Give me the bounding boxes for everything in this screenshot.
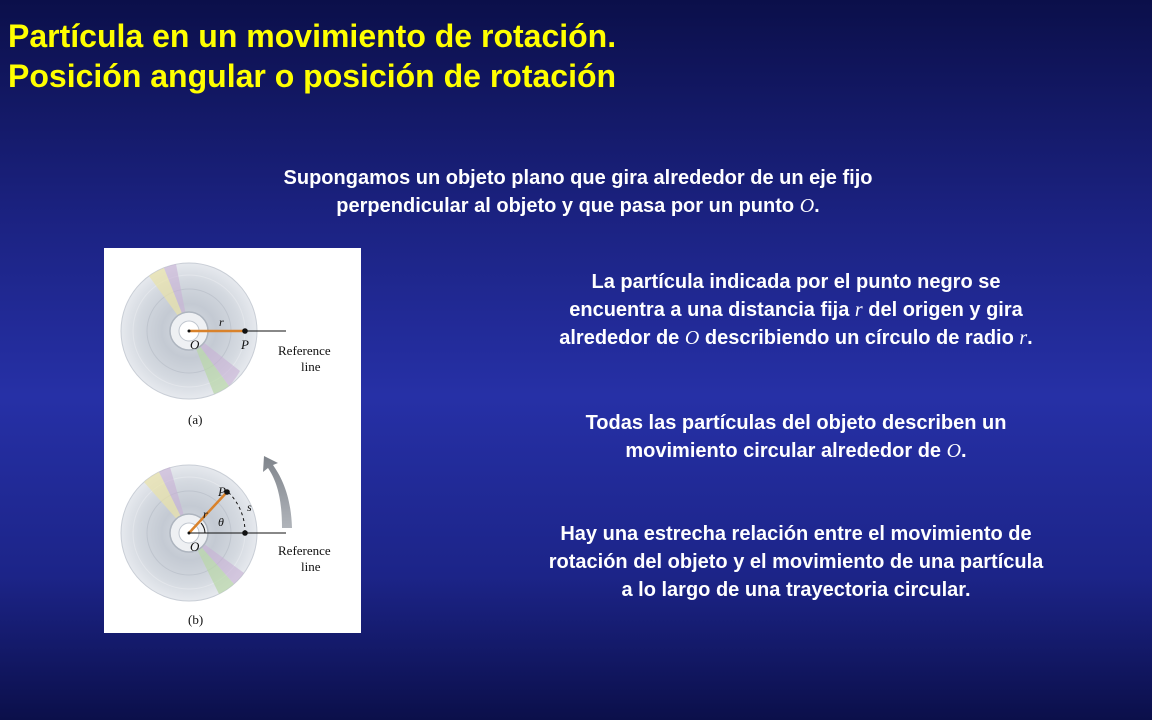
all-particles-line-2: movimiento circular alrededor de O.: [625, 440, 967, 462]
intro-line-2: perpendicular al objeto y que pasa por un punto O.: [336, 195, 820, 217]
relation-line-2: rotación del objeto y el movimiento de una partícula: [548, 551, 1044, 573]
caption-a: (a): [188, 412, 203, 427]
particle-line-3: alrededor de O describiendo un círculo de radio r.: [559, 327, 1033, 349]
particle-line-1: La partícula indicada por el punto negro se: [591, 271, 1001, 293]
particle-point-a: [242, 328, 248, 334]
all-particles-line-1: Todas las partículas del objeto describen un: [585, 412, 1007, 434]
rotation-arrow: [263, 456, 292, 528]
relation-paragraph: [486, 520, 1106, 604]
label-P-b: P: [218, 484, 226, 499]
symbol-O: O: [684, 327, 700, 349]
label-r-b: r: [203, 507, 208, 521]
origin-point-a: [188, 330, 191, 333]
symbol-r: r: [854, 299, 863, 321]
title-line-1: Partícula en un movimiento de rotación.: [8, 18, 617, 54]
panel-a: [121, 263, 331, 427]
title-line-2: Posición angular o posición de rotación: [8, 58, 617, 94]
label-O-b: O: [190, 539, 200, 554]
particle-paragraph: [486, 268, 1106, 352]
reference-label-b-1: Reference: [278, 543, 331, 558]
label-O-a: O: [190, 337, 200, 352]
label-s-b: s: [247, 500, 252, 514]
label-P-a: P: [241, 337, 249, 352]
caption-b: (b): [188, 612, 204, 627]
relation-line-1: Hay una estrecha relación entre el movimiento de: [560, 523, 1032, 545]
intro-paragraph: [170, 164, 986, 220]
relation-line-3: a lo largo de una trayectoria circular.: [621, 579, 971, 601]
slide-title: [8, 16, 616, 96]
symbol-r: r: [1019, 327, 1028, 349]
rotation-figure: [104, 248, 361, 633]
intro-line-1: Supongamos un objeto plano que gira alrededor de un eje fijo: [283, 167, 873, 189]
label-r-a: r: [219, 315, 224, 329]
reference-label-a-1: Reference: [278, 343, 331, 358]
origin-point-b: [188, 532, 191, 535]
symbol-O: O: [946, 440, 962, 462]
label-theta-b: θ: [218, 515, 224, 529]
reference-label-a-2: line: [301, 359, 321, 374]
panel-b: [121, 456, 331, 627]
symbol-O: O: [799, 195, 815, 217]
reference-point-b: [242, 530, 248, 536]
reference-label-b-2: line: [301, 559, 321, 574]
all-particles-paragraph: [486, 409, 1106, 465]
particle-line-2: encuentra a una distancia fija r del origen y gira: [569, 299, 1023, 321]
